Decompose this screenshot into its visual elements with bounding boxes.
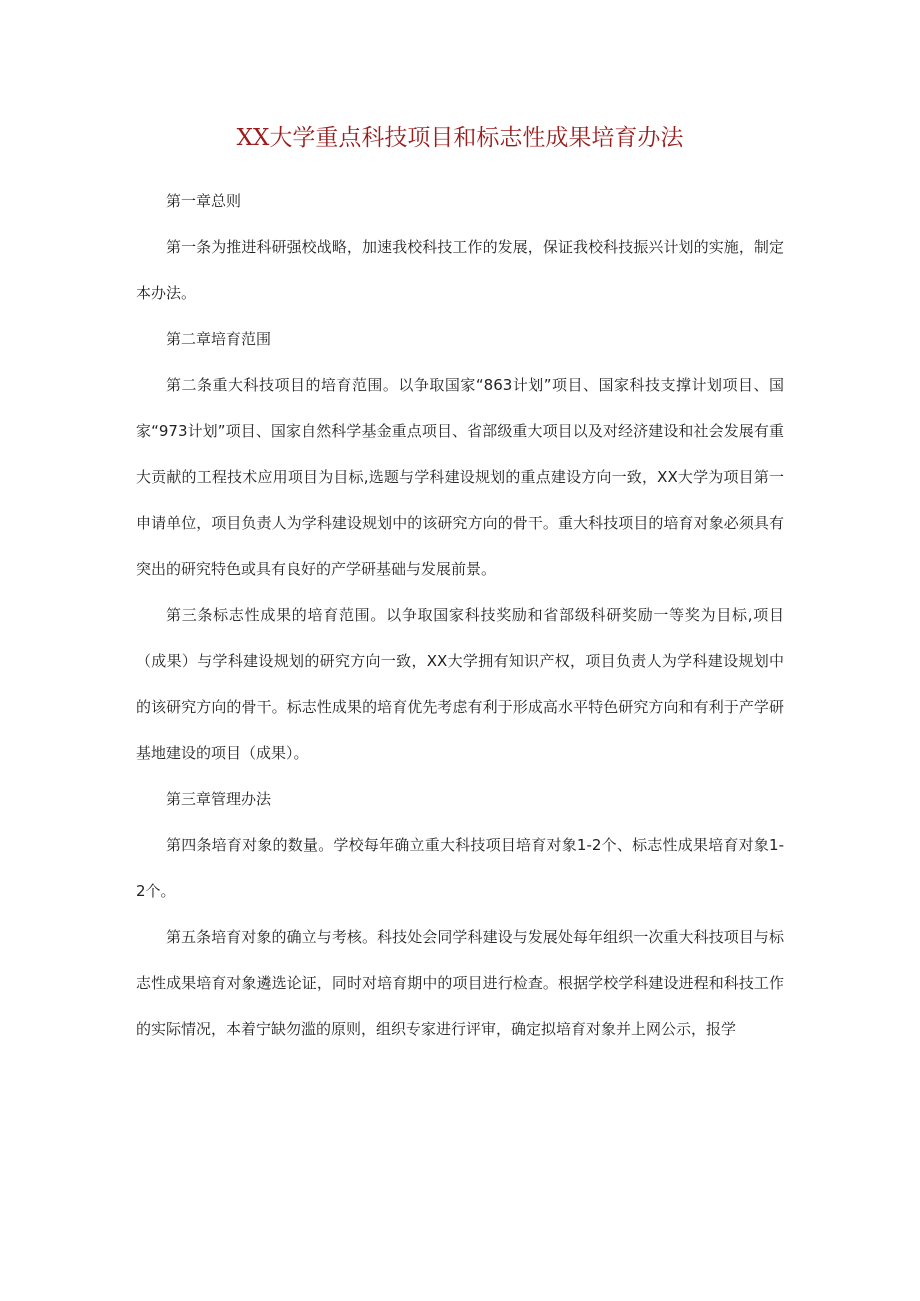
document-title: XX大学重点科技项目和标志性成果培育办法 xyxy=(236,125,684,151)
chapter-heading: 第二章培育范围 xyxy=(166,330,272,348)
article-paragraph: 第一条为推进科研强校战略，加速我校科技工作的发展，保证我校科技振兴计划的实施，制定本办法。 xyxy=(136,238,784,302)
chapter-heading: 第三章管理办法 xyxy=(166,790,272,808)
article-paragraph: 第二条重大科技项目的培育范围。以争取国家“863计划”项目、国家科技支撑计划项目、国家“973计划”项目、国家自然科学基金重点项目、省部级重大项目以及对经济建设和社会发展有重大贡献的工程技术应用项目为目标,选题与学科建设规划的重点建设方向一致，XX大学为项目第一申请单位，项目负责人为学科建设规划中的该研究方向的骨干。重大科技项目的培育对象必须具有突出的研究特色或具有良好的产学研基础与发展前景。 xyxy=(136,376,784,578)
chapter-heading: 第一章总则 xyxy=(166,192,242,210)
document-body xyxy=(136,178,784,1052)
article-paragraph: 第五条培育对象的确立与考核。科技处会同学科建设与发展处每年组织一次重大科技项目与标志性成果培育对象遴选论证，同时对培育期中的项目进行检查。根据学校学科建设进程和科技工作的实际情况，本着宁缺勿滥的原则，组织专家进行评审，确定拟培育对象并上网公示，报学 xyxy=(136,928,784,1038)
article-paragraph: 第三条标志性成果的培育范围。以争取国家科技奖励和省部级科研奖励一等奖为目标,项目（成果）与学科建设规划的研究方向一致，XX大学拥有知识产权，项目负责人为学科建设规划中的该研究方向的骨干。标志性成果的培育优先考虑有利于形成高水平特色研究方向和有利于产学研基地建设的项目（成果）。 xyxy=(136,606,784,762)
article-paragraph: 第四条培育对象的数量。学校每年确立重大科技项目培育对象1-2个、标志性成果培育对象1-2个。 xyxy=(136,836,784,900)
